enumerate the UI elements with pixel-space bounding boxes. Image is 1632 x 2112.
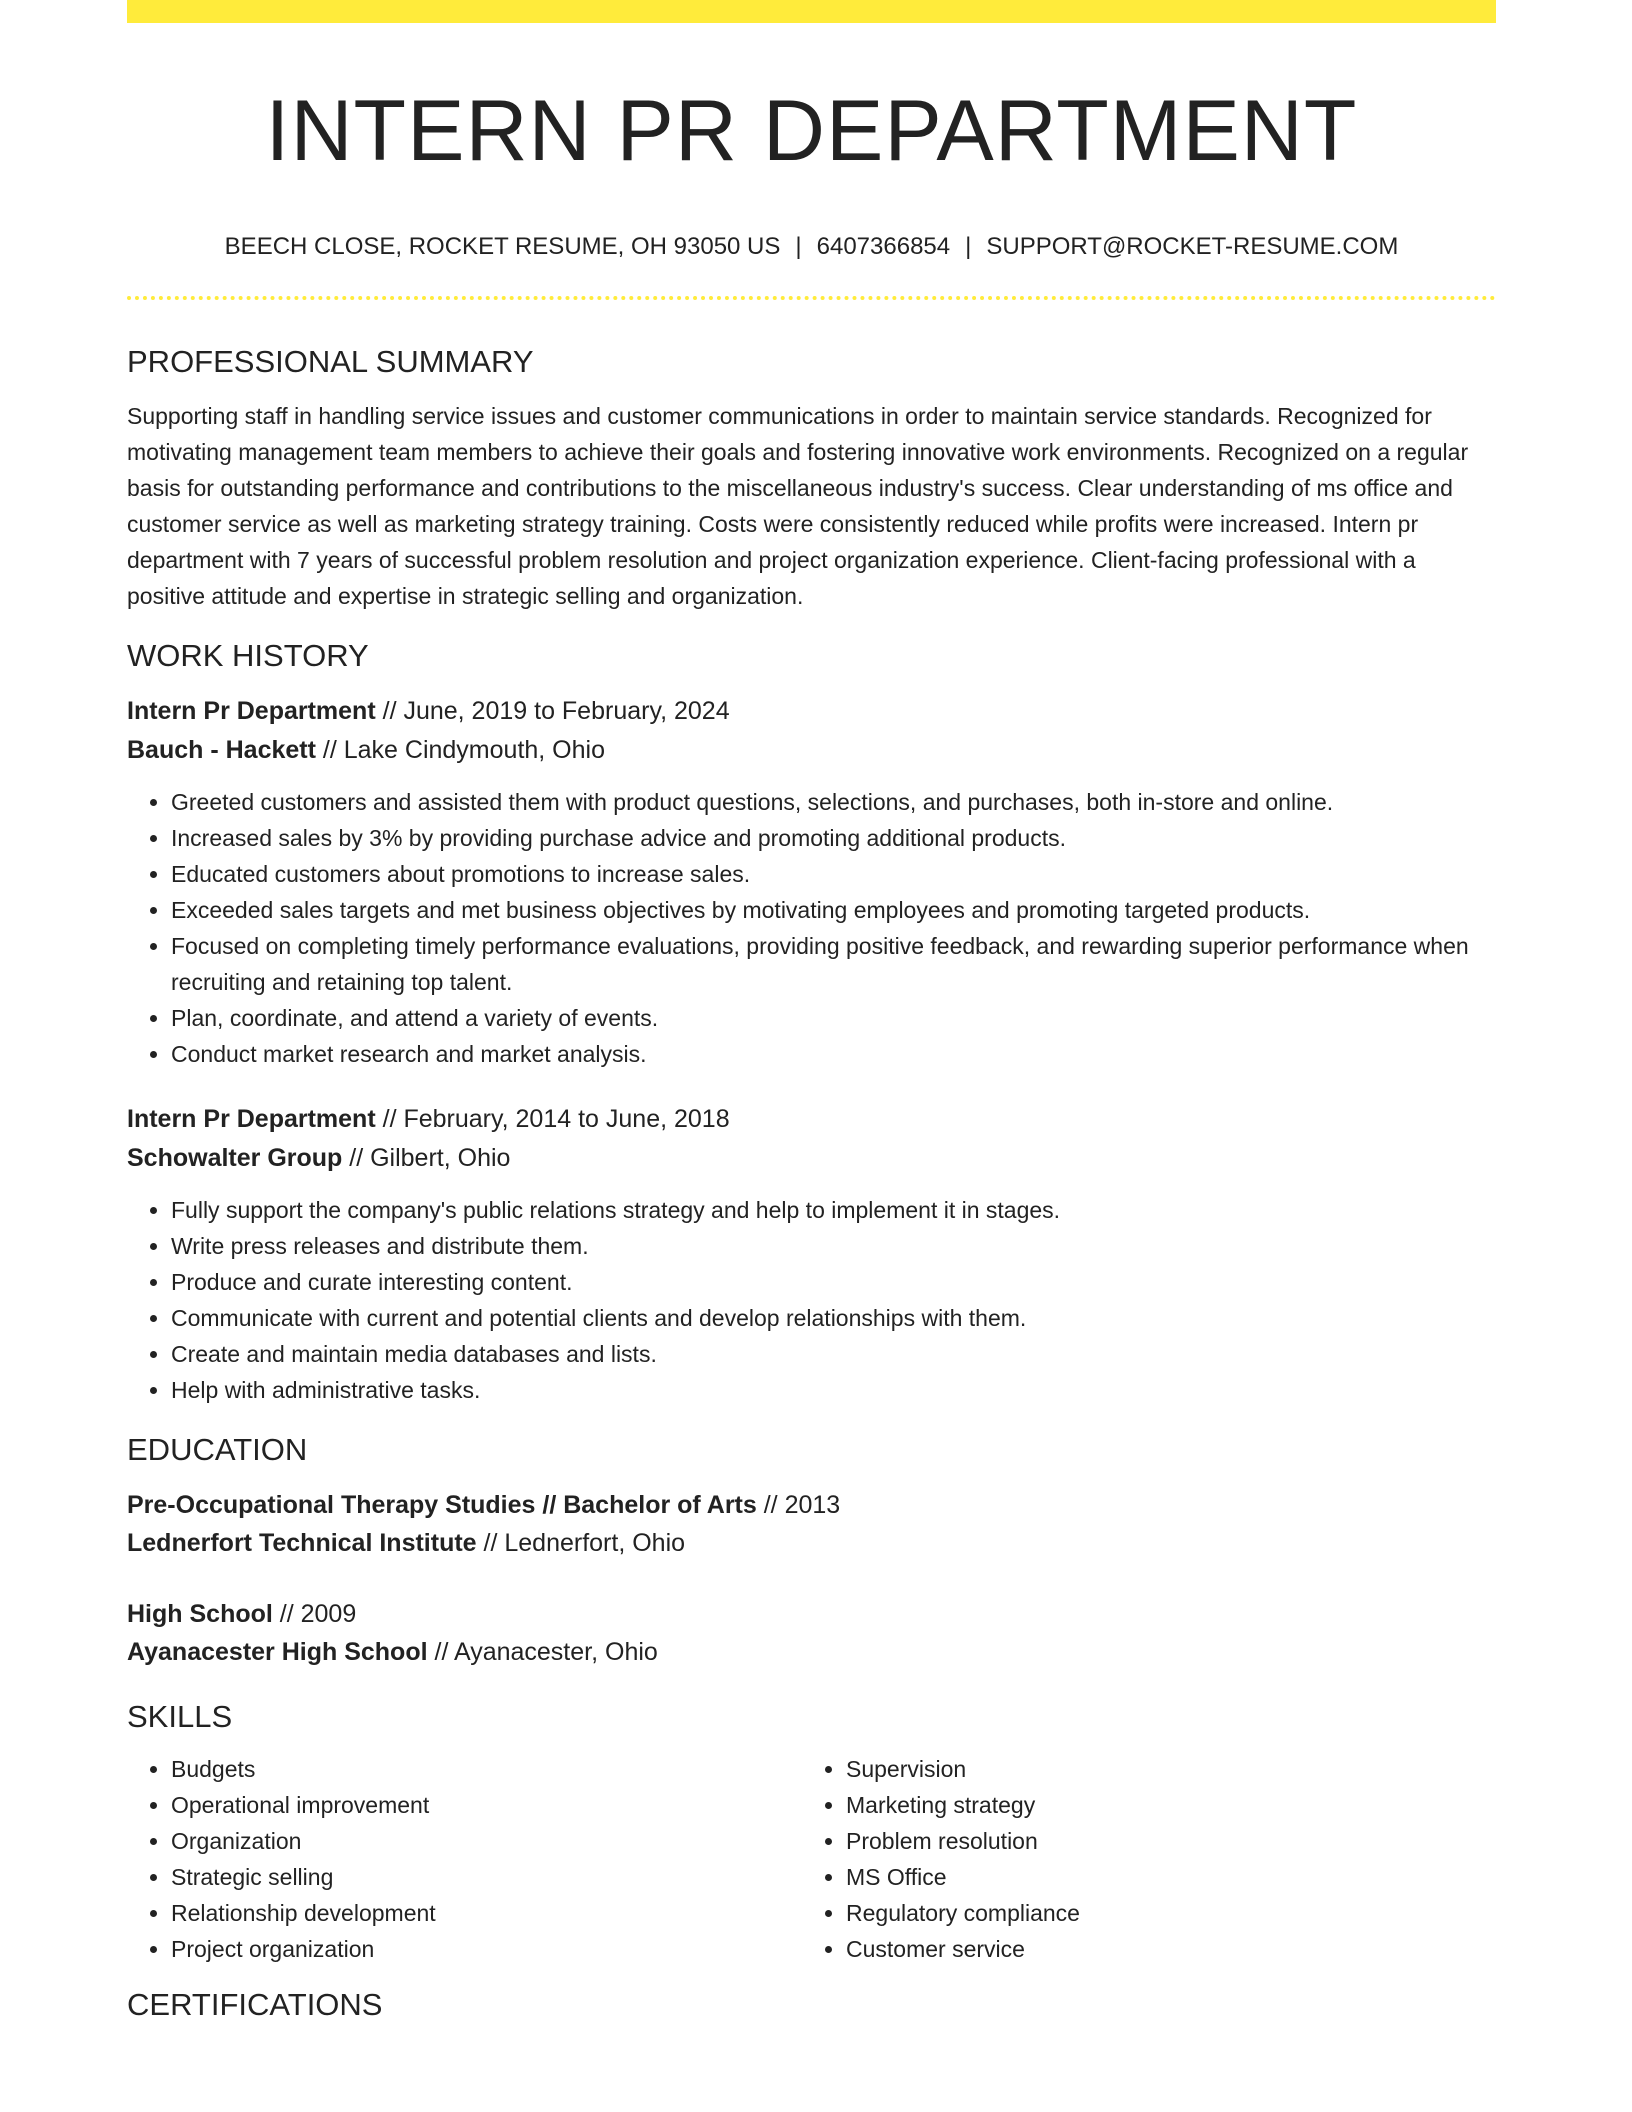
job-location: // Lake Cindymouth, Ohio: [315, 736, 605, 764]
list-item: • Communicate with current and potential clients and develop relationships with them.: [171, 1300, 1496, 1336]
job-role: Intern Pr Department: [127, 697, 376, 725]
skills-grid: [127, 1751, 1496, 1967]
education-year: // 2013: [756, 1491, 841, 1519]
skill-item: • Customer service: [846, 1931, 1477, 1967]
education-location: // Lednerfort, Ohio: [476, 1529, 686, 1557]
summary-text: Supporting staff in handling service issues and customer communications in order to maintain service standards. Recognized for motivating management team members to achieve their goals and fostering innovative work environments. Recognized on a regular basis for outstanding performance and contributions to the miscellaneous industry's success. Clear understanding of ms office and customer service as well as marketing strategy training. Costs were consistently reduced while profits were increased. Intern pr department with 7 years of successful problem resolution and project organization experience. Client-facing professional with a positive attitude and expertise in strategic selling and organization.: [127, 403, 1469, 609]
skill-item: • Supervision: [846, 1751, 1477, 1787]
list-item: • Help with administrative tasks.: [171, 1372, 1496, 1408]
job-company-line: [127, 1139, 1496, 1178]
list-item: • Exceeded sales targets and met business objectives by motivating employees and promoting targeted products.: [171, 892, 1496, 928]
skill-item: • Strategic selling: [171, 1859, 802, 1895]
education-location: // Ayanacester, Ohio: [427, 1638, 658, 1666]
education-degree: Pre-Occupational Therapy Studies // Bachelor of Arts: [127, 1491, 757, 1519]
skills-list: [802, 1751, 1477, 1967]
contact-line: [127, 232, 1496, 262]
section-title-education: EDUCATION: [127, 1432, 308, 1467]
contact-separator: |: [965, 233, 972, 260]
job-dates: // February, 2014 to June, 2018: [375, 1105, 730, 1133]
list-item: • Write press releases and distribute them.: [171, 1228, 1496, 1264]
skill-item: • Budgets: [171, 1751, 802, 1787]
list-item: • Fully support the company's public relations strategy and help to implement it in stages.: [171, 1192, 1496, 1228]
education-school: Lednerfort Technical Institute: [127, 1529, 477, 1557]
education-year: // 2009: [272, 1600, 357, 1628]
skill-item: • Marketing strategy: [846, 1787, 1477, 1823]
contact-separator: |: [795, 233, 802, 260]
education-school-line: [127, 1633, 1496, 1671]
skill-item: • Relationship development: [171, 1895, 802, 1931]
list-item: • Conduct market research and market analysis.: [171, 1036, 1496, 1072]
list-item: • Increased sales by 3% by providing purchase advice and promoting additional products.: [171, 820, 1496, 856]
skill-item: • Organization: [171, 1823, 802, 1859]
skills-list: [127, 1751, 802, 1967]
list-item: • Plan, coordinate, and attend a variety of events.: [171, 1000, 1496, 1036]
job-dates: // June, 2019 to February, 2024: [375, 697, 730, 725]
section-title-summary: PROFESSIONAL SUMMARY: [127, 344, 534, 379]
education-degree-line: [127, 1595, 1496, 1633]
skill-item: • Problem resolution: [846, 1823, 1477, 1859]
accent-top-bar: [127, 0, 1496, 23]
resume-name: INTERN PR DEPARTMENT: [265, 83, 1358, 179]
contact-address: BEECH CLOSE, ROCKET RESUME, OH 93050 US: [224, 233, 781, 260]
dotted-divider: [127, 296, 1496, 300]
education-degree-line: [127, 1486, 1496, 1524]
skill-item: • Operational improvement: [171, 1787, 802, 1823]
skills-column-right: [802, 1751, 1477, 1967]
education-entry: [127, 1595, 1496, 1671]
job-entry: [127, 692, 1496, 1072]
job-bullets: [127, 1192, 1496, 1408]
skill-item: • MS Office: [846, 1859, 1477, 1895]
section-title-skills: SKILLS: [127, 1699, 233, 1734]
contact-email: SUPPORT@ROCKET-RESUME.COM: [986, 233, 1399, 260]
contact-phone: 6407366854: [816, 233, 951, 260]
job-company: Bauch - Hackett: [127, 736, 316, 764]
job-company: Schowalter Group: [127, 1144, 343, 1172]
list-item: • Educated customers about promotions to increase sales.: [171, 856, 1496, 892]
job-role: Intern Pr Department: [127, 1105, 376, 1133]
education-entry: [127, 1486, 1496, 1562]
job-bullets: [127, 784, 1496, 1072]
skills-column-left: [127, 1751, 802, 1967]
job-title-line: [127, 1100, 1496, 1139]
list-item: • Produce and curate interesting content.: [171, 1264, 1496, 1300]
skill-item: • Project organization: [171, 1931, 802, 1967]
list-item: • Create and maintain media databases and lists.: [171, 1336, 1496, 1372]
list-item: • Focused on completing timely performance evaluations, providing positive feedback, and rewarding superior performance when recruiting and retaining top talent.: [171, 928, 1496, 1000]
education-degree: High School: [127, 1600, 273, 1628]
skill-item: • Regulatory compliance: [846, 1895, 1477, 1931]
job-location: // Gilbert, Ohio: [342, 1144, 511, 1172]
education-school: Ayanacester High School: [127, 1638, 428, 1666]
section-title-certifications: CERTIFICATIONS: [127, 1987, 383, 2022]
job-entry: [127, 1100, 1496, 1408]
education-school-line: [127, 1524, 1496, 1562]
job-title-line: [127, 692, 1496, 731]
section-title-work: WORK HISTORY: [127, 638, 369, 673]
job-company-line: [127, 731, 1496, 770]
list-item: • Greeted customers and assisted them with product questions, selections, and purchases, both in-store and online.: [171, 784, 1496, 820]
resume-content: [127, 0, 1496, 2025]
